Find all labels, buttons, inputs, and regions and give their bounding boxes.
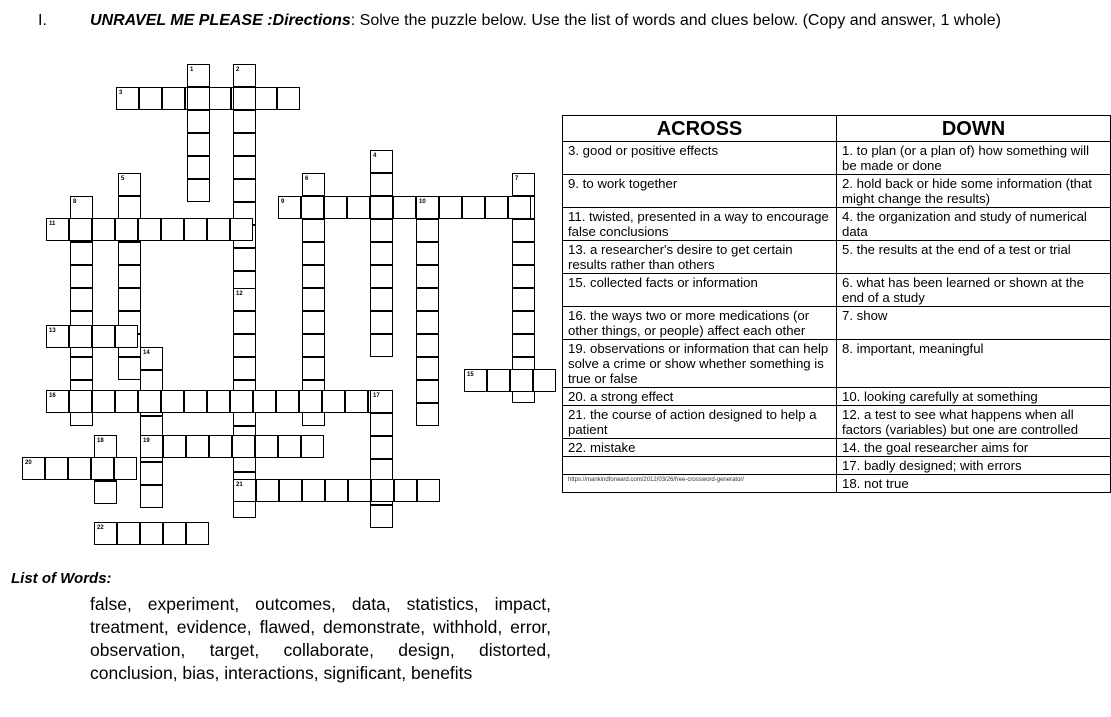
clue-row <box>563 307 1111 340</box>
crossword-cell[interactable] <box>416 380 439 403</box>
crossword-cell[interactable] <box>487 369 510 392</box>
crossword-cell[interactable] <box>233 311 256 334</box>
crossword-cell[interactable] <box>512 173 535 196</box>
crossword-cell[interactable] <box>512 334 535 357</box>
clue-number: 5 <box>121 176 125 182</box>
crossword-cell[interactable] <box>302 242 325 265</box>
crossword-cell[interactable] <box>393 196 416 219</box>
clue-row <box>563 388 1111 406</box>
down-clue: 1. to plan (or a plan of) how something will be made or done <box>837 142 1111 175</box>
crossword-cell[interactable] <box>140 347 163 370</box>
crossword-cell[interactable] <box>163 435 186 458</box>
clue-number: 12 <box>236 291 243 297</box>
crossword-cell[interactable] <box>115 218 138 241</box>
crossword-cell[interactable] <box>187 179 210 202</box>
crossword-cell[interactable] <box>233 334 256 357</box>
crossword-cell[interactable] <box>94 435 117 458</box>
down-clue: 2. hold back or hide some information (that might change the results) <box>837 175 1111 208</box>
crossword-cell[interactable] <box>138 218 161 241</box>
clue-number: 22 <box>97 525 104 531</box>
crossword-cell[interactable] <box>46 390 69 413</box>
clue-number: 6 <box>305 176 309 182</box>
crossword-cell[interactable] <box>70 288 93 311</box>
crossword-cell[interactable] <box>161 218 184 241</box>
clue-number: 10 <box>419 199 426 205</box>
crossword-cell[interactable] <box>209 435 232 458</box>
clue-number: 19 <box>143 438 150 444</box>
clue-number: 20 <box>25 460 32 466</box>
across-clue: 16. the ways two or more medications (or other things, or people) affect each other <box>563 307 837 340</box>
crossword-cell[interactable] <box>255 435 278 458</box>
crossword-cell[interactable] <box>230 218 253 241</box>
crossword-cell[interactable] <box>208 87 231 110</box>
crossword-cell[interactable] <box>118 288 141 311</box>
header <box>0 12 1111 34</box>
across-heading: ACROSS <box>563 116 837 142</box>
crossword-cell[interactable] <box>416 196 439 219</box>
across-clue: 13. a researcher's desire to get certain results rather than others <box>563 241 837 274</box>
across-clue: 20. a strong effect <box>563 388 837 406</box>
clue-number: 14 <box>143 350 150 356</box>
crossword-cell[interactable] <box>187 87 210 110</box>
clues-table <box>562 115 1111 493</box>
down-clue: 18. not true <box>837 475 1111 493</box>
down-clue: 5. the results at the end of a test or trial <box>837 241 1111 274</box>
clue-number: 1 <box>190 67 194 73</box>
crossword-cell[interactable] <box>233 87 256 110</box>
crossword-cell[interactable] <box>370 219 393 242</box>
crossword-cell[interactable] <box>512 219 535 242</box>
across-clue: 21. the course of action designed to help a patient <box>563 406 837 439</box>
crossword-cell[interactable] <box>462 196 485 219</box>
across-clue <box>563 457 837 475</box>
crossword-cell[interactable] <box>233 156 256 179</box>
crossword-cell[interactable] <box>278 435 301 458</box>
crossword-cell[interactable] <box>70 357 93 380</box>
crossword-cell[interactable] <box>302 173 325 196</box>
crossword-cell[interactable] <box>162 87 185 110</box>
clue-number: 13 <box>49 328 56 334</box>
crossword-cell[interactable] <box>94 481 117 504</box>
crossword-cell[interactable] <box>370 505 393 528</box>
clue-number: 21 <box>236 482 243 488</box>
clue-row <box>563 475 1111 493</box>
across-clue: https://mankindforward.com/2012/03/26/free-crossword-generator/ <box>563 475 837 493</box>
crossword-cell[interactable] <box>278 196 301 219</box>
crossword-cell[interactable] <box>508 196 531 219</box>
clue-row <box>563 142 1111 175</box>
across-clue: 3. good or positive effects <box>563 142 837 175</box>
crossword-cell[interactable] <box>163 522 186 545</box>
crossword-cell[interactable] <box>46 218 69 241</box>
crossword-cell[interactable] <box>416 334 439 357</box>
crossword-cell[interactable] <box>116 87 139 110</box>
crossword-cell[interactable] <box>207 390 230 413</box>
crossword-cell[interactable] <box>186 522 209 545</box>
crossword-cell[interactable] <box>277 87 300 110</box>
crossword-cell[interactable] <box>276 390 299 413</box>
crossword-cell[interactable] <box>370 311 393 334</box>
crossword-cell[interactable] <box>184 218 207 241</box>
crossword-cell[interactable] <box>46 325 69 348</box>
clue-number: 9 <box>281 199 285 205</box>
down-clue: 14. the goal researcher aims for <box>837 439 1111 457</box>
crossword-cell[interactable] <box>464 369 487 392</box>
crossword-cell[interactable] <box>370 265 393 288</box>
word-list <box>11 570 551 685</box>
clue-row <box>563 175 1111 208</box>
crossword-cell[interactable] <box>92 218 115 241</box>
crossword-cell[interactable] <box>394 479 417 502</box>
crossword-cell[interactable] <box>302 288 325 311</box>
clue-row <box>563 340 1111 388</box>
crossword-cell[interactable] <box>92 325 115 348</box>
crossword-cell[interactable] <box>233 179 256 202</box>
down-clue: 6. what has been learned or shown at the end of a study <box>837 274 1111 307</box>
crossword-cell[interactable] <box>140 462 163 485</box>
directions-text: : Solve the puzzle below. Use the list of words and clues below. (Copy and answer, 1 whole) <box>350 12 1001 29</box>
crossword-cell[interactable] <box>233 288 256 311</box>
crossword-cell[interactable] <box>187 64 210 87</box>
crossword-cell[interactable] <box>416 219 439 242</box>
clue-number: 18 <box>97 438 104 444</box>
crossword-cell[interactable] <box>94 522 117 545</box>
crossword-cell[interactable] <box>370 334 393 357</box>
crossword-cell[interactable] <box>207 218 230 241</box>
crossword-cell[interactable] <box>439 196 462 219</box>
crossword-cell[interactable] <box>299 390 322 413</box>
crossword-cell[interactable] <box>92 390 115 413</box>
crossword-cell[interactable] <box>70 196 93 219</box>
crossword-cell[interactable] <box>91 457 114 480</box>
crossword-cell[interactable] <box>417 479 440 502</box>
crossword-cell[interactable] <box>69 390 92 413</box>
crossword-cell[interactable] <box>233 248 256 271</box>
crossword-cell[interactable] <box>254 87 277 110</box>
crossword-cell[interactable] <box>416 242 439 265</box>
crossword-cell[interactable] <box>370 436 393 459</box>
crossword-cell[interactable] <box>140 522 163 545</box>
crossword-cell[interactable] <box>512 242 535 265</box>
crossword-cell[interactable] <box>161 390 184 413</box>
crossword-cell[interactable] <box>485 196 508 219</box>
crossword-cell[interactable] <box>324 196 347 219</box>
down-clue: 17. badly designed; with errors <box>837 457 1111 475</box>
crossword-cell[interactable] <box>139 87 162 110</box>
clue-number: 8 <box>73 199 77 205</box>
clue-number: 11 <box>49 221 56 227</box>
crossword-cell[interactable] <box>279 479 302 502</box>
crossword-cell[interactable] <box>370 288 393 311</box>
crossword-cell[interactable] <box>302 334 325 357</box>
down-clue: 12. a test to see what happens when all factors (variables) but one are controlled <box>837 406 1111 439</box>
crossword-cell[interactable] <box>302 265 325 288</box>
crossword-cell[interactable] <box>302 219 325 242</box>
crossword-cell[interactable] <box>370 150 393 173</box>
down-clue: 4. the organization and study of numerical data <box>837 208 1111 241</box>
across-clue: 9. to work together <box>563 175 837 208</box>
crossword-cell[interactable] <box>118 173 141 196</box>
crossword-cell[interactable] <box>233 64 256 87</box>
crossword-cell[interactable] <box>370 390 393 413</box>
crossword-cell[interactable] <box>45 457 68 480</box>
crossword-cell[interactable] <box>187 156 210 179</box>
clue-number: 7 <box>515 176 519 182</box>
clue-row <box>563 439 1111 457</box>
crossword-cell[interactable] <box>68 457 91 480</box>
crossword-cell[interactable] <box>512 288 535 311</box>
crossword-cell[interactable] <box>70 265 93 288</box>
puzzle-title: UNRAVEL ME PLEASE :Directions <box>90 12 351 29</box>
crossword-cell[interactable] <box>512 311 535 334</box>
crossword-cell[interactable] <box>233 357 256 380</box>
crossword-cell[interactable] <box>302 479 325 502</box>
crossword-cell[interactable] <box>256 479 279 502</box>
crossword-cell[interactable] <box>301 196 324 219</box>
crossword-cell[interactable] <box>118 265 141 288</box>
across-clue: 15. collected facts or information <box>563 274 837 307</box>
down-heading: DOWN <box>837 116 1111 142</box>
crossword-cell[interactable] <box>370 413 393 436</box>
crossword-cell[interactable] <box>118 196 141 219</box>
clue-row <box>563 208 1111 241</box>
crossword-cell[interactable] <box>230 390 253 413</box>
across-clue: 11. twisted, presented in a way to encourage false conclusions <box>563 208 837 241</box>
clue-number: 16 <box>49 393 56 399</box>
crossword-cell[interactable] <box>416 357 439 380</box>
crossword-cell[interactable] <box>232 435 255 458</box>
clue-number: 15 <box>467 372 474 378</box>
crossword-cell[interactable] <box>370 196 393 219</box>
crossword-cell[interactable] <box>186 435 209 458</box>
crossword-cell[interactable] <box>115 390 138 413</box>
word-list-text: false, experiment, outcomes, data, statistics, impact, treatment, evidence, flawed, demonstrate, withhold, error, observation, target, collaborate, design, distorted, conclusion, bias, interactions, significant, benefits <box>90 594 551 683</box>
crossword-cell[interactable] <box>140 435 163 458</box>
clue-row <box>563 406 1111 439</box>
down-clue: 10. looking carefully at something <box>837 388 1111 406</box>
crossword-cell[interactable] <box>325 479 348 502</box>
crossword-cell[interactable] <box>117 522 140 545</box>
crossword-cell[interactable] <box>416 311 439 334</box>
directions-line <box>90 12 1001 30</box>
clue-number: 2 <box>236 67 240 73</box>
crossword-cell[interactable] <box>416 265 439 288</box>
clue-row <box>563 457 1111 475</box>
crossword-cell[interactable] <box>510 369 533 392</box>
crossword-cell[interactable] <box>322 390 345 413</box>
clue-number: 17 <box>373 393 380 399</box>
crossword-cell[interactable] <box>233 110 256 133</box>
across-clue: 22. mistake <box>563 439 837 457</box>
down-clue: 7. show <box>837 307 1111 340</box>
across-clue: 19. observations or information that can help solve a crime or show whether something is true or false <box>563 340 837 388</box>
crossword-cell[interactable] <box>69 325 92 348</box>
crossword-cell[interactable] <box>512 265 535 288</box>
crossword-cell[interactable] <box>233 133 256 156</box>
crossword-cell[interactable] <box>233 479 256 502</box>
crossword-cell[interactable] <box>416 403 439 426</box>
crossword-cell[interactable] <box>416 288 439 311</box>
crossword-cell[interactable] <box>187 110 210 133</box>
section-number: I. <box>38 12 47 29</box>
crossword-cell[interactable] <box>114 457 137 480</box>
crossword-cell[interactable] <box>140 485 163 508</box>
crossword-cell[interactable] <box>348 479 371 502</box>
crossword-cell[interactable] <box>533 369 556 392</box>
crossword-cell[interactable] <box>22 457 45 480</box>
crossword-cell[interactable] <box>253 390 276 413</box>
crossword-cell[interactable] <box>370 173 393 196</box>
clue-number: 3 <box>119 90 123 96</box>
word-list-label: List of Words: <box>11 570 112 587</box>
crossword-cell[interactable] <box>347 196 370 219</box>
crossword-cell[interactable] <box>345 390 368 413</box>
crossword-cell[interactable] <box>69 218 92 241</box>
crossword-cell[interactable] <box>371 479 394 502</box>
crossword-cell[interactable] <box>118 357 141 380</box>
crossword-cell[interactable] <box>184 390 207 413</box>
crossword-cell[interactable] <box>118 242 141 265</box>
crossword-cell[interactable] <box>370 242 393 265</box>
clue-row <box>563 241 1111 274</box>
crossword-cell[interactable] <box>115 325 138 348</box>
down-clue: 8. important, meaningful <box>837 340 1111 388</box>
clue-row <box>563 274 1111 307</box>
crossword-cell[interactable] <box>70 242 93 265</box>
crossword-cell[interactable] <box>138 390 161 413</box>
crossword-cell[interactable] <box>302 311 325 334</box>
crossword-cell[interactable] <box>302 357 325 380</box>
crossword-cell[interactable] <box>187 133 210 156</box>
clue-number: 4 <box>373 153 377 159</box>
crossword-cell[interactable] <box>301 435 324 458</box>
